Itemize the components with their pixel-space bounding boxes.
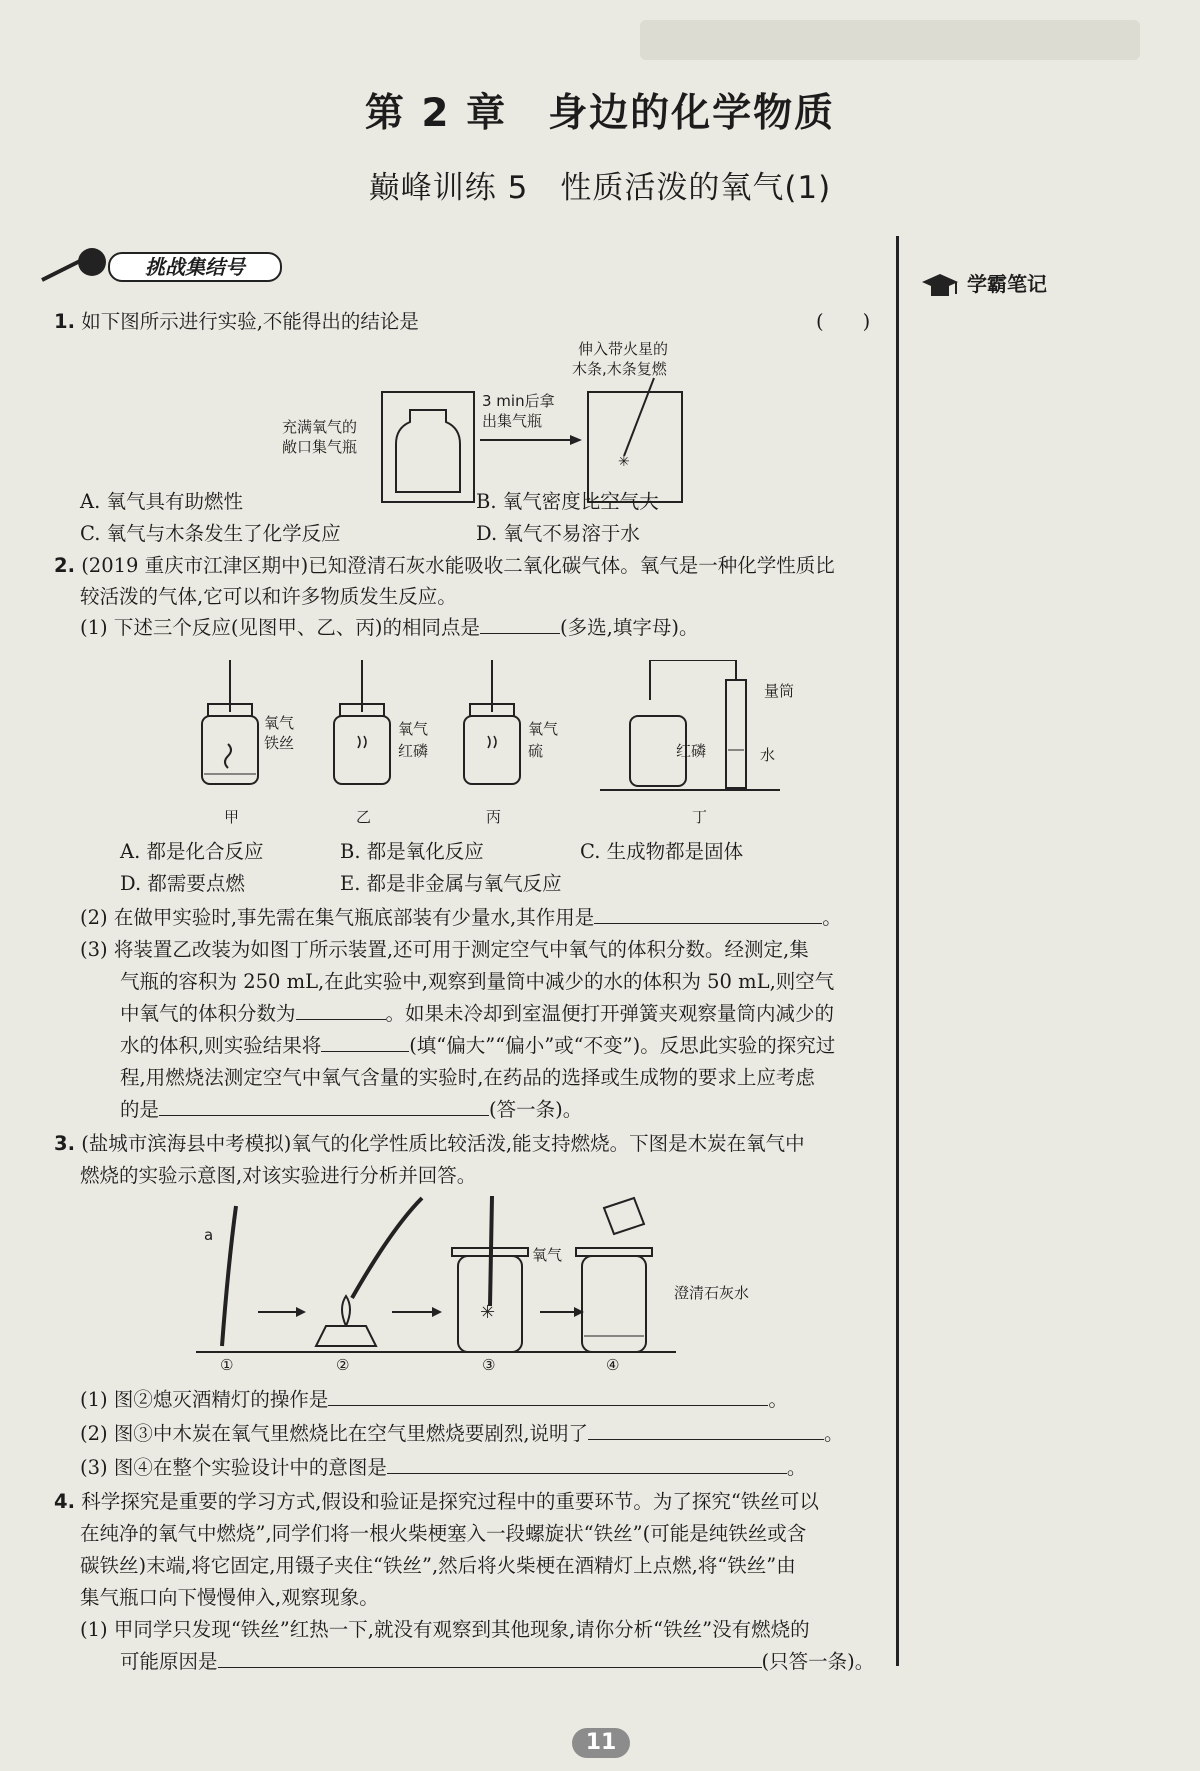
q2-fig-yi-name: 乙: [356, 808, 372, 826]
q4-text-1: 科学探究是重要的学习方式,假设和验证是探究过程中的重要环节。为了探究“铁丝可以: [81, 1490, 819, 1513]
badge-label: 挑战集结号: [108, 252, 282, 282]
q2-option-a: A. 都是化合反应: [120, 840, 264, 863]
q2-fig-jia-label-1: 氧气: [264, 714, 295, 732]
q2-sub3-text-3b: 。如果未冷却到室温便打开弹簧夹观察量筒内减少的: [385, 1002, 835, 1025]
q2-fig-ding: [600, 660, 794, 826]
q3-fig-step-1-label: ①: [220, 1356, 234, 1374]
pen-icon: [40, 246, 110, 284]
q4-line-2: 在纯净的氧气中燃烧”,同学们将一根火柴梗塞入一段螺旋状“铁丝”(可能是纯铁丝或含: [80, 1522, 807, 1545]
q2-fig-jia: [202, 660, 294, 826]
q3-sub2-blank[interactable]: [588, 1421, 824, 1440]
svg-text:✳: ✳: [480, 1302, 496, 1323]
q3-sub2: (2) 图③中木炭在氧气里燃烧比在空气里燃烧要剧烈,说明了 。: [80, 1422, 844, 1445]
q2-sub3-line-1: (3) 将装置乙改装为如图丁所示装置,还可用于测定空气中氧气的体积分数。经测定,集: [80, 938, 809, 961]
q2-line-1: [54, 550, 835, 578]
q2-sub1-text: (1) 下述三个反应(见图甲、乙、丙)的相同点是: [80, 616, 481, 639]
q3-sub2-text: (2) 图③中木炭在氧气里燃烧比在空气里燃烧要剧烈,说明了: [80, 1422, 589, 1445]
q3-fig-step-3-label: ③: [482, 1356, 496, 1374]
q2-sub3-line-5: 程,用燃烧法测定空气中氧气含量的实验时,在药品的选择或生成物的要求上应考虑: [120, 1066, 815, 1089]
q2-fig-bing-label-1: 氧气: [528, 720, 559, 738]
q2-sub2: (2) 在做甲实验时,事先需在集气瓶底部装有少量水,其作用是 。: [80, 906, 842, 929]
q2-sub3-line-6: [120, 1094, 582, 1122]
q2-fig-bing-name: 丙: [486, 808, 502, 826]
margin-divider: [896, 236, 899, 1666]
q1-option-c: C. 氧气与木条发生了化学反应: [80, 522, 341, 545]
q2-fig-ding-name: 丁: [692, 808, 708, 826]
q2-sub1-blank[interactable]: [480, 615, 560, 634]
q2-text-1: (2019 重庆市江津区期中)已知澄清石灰水能吸收二氧化碳气体。氧气是一种化学性质比: [81, 554, 835, 577]
q4-line-3: 碳铁丝)末端,将它固定,用镊子夹住“铁丝”,然后将火柴梗在酒精灯上点燃,将“铁丝”由: [80, 1554, 796, 1577]
q3-number: 3.: [54, 1132, 75, 1155]
q3-fig-step-4-label: ④: [606, 1356, 620, 1374]
q2-sub2-text: (2) 在做甲实验时,事先需在集气瓶底部装有少量水,其作用是: [80, 906, 595, 929]
q3-fig-label-a: a: [204, 1226, 214, 1244]
q3-sub1-blank[interactable]: [328, 1387, 768, 1406]
q2-sub3-blank-1[interactable]: [296, 1001, 386, 1020]
q1-fig-arrow-1: 3 min后拿: [482, 392, 555, 410]
q3-fig-step-1: [204, 1206, 236, 1374]
q2-line-2: 较活泼的气体,它可以和许多物质发生反应。: [80, 585, 457, 608]
q1-fig-label-right-1: 伸入带火星的: [578, 340, 669, 358]
q2-sub3-line-2: 气瓶的容积为 250 mL,在此实验中,观察到量筒中减少的水的体积为 50 mL,则空气: [120, 970, 835, 993]
q2-sub1-text-2: (多选,填字母)。: [560, 616, 699, 639]
q2-sub3-blank-3[interactable]: [159, 1097, 489, 1116]
challenge-badge: [40, 246, 290, 284]
q3-sub3: (3) 图④在整个实验设计中的意图是 。: [80, 1456, 807, 1479]
q2-fig-ding-label-2: 红磷: [676, 742, 707, 760]
q2-sub1: [80, 612, 698, 640]
q3-sub3-blank[interactable]: [387, 1455, 787, 1474]
q1-wood-splint: [624, 378, 654, 456]
q2-option-b: B. 都是氧化反应: [340, 840, 484, 863]
q1-fig-label-left-2: 敞口集气瓶: [282, 438, 358, 456]
q2-fig-ding-label-3: 水: [760, 746, 776, 764]
page-number: 11: [572, 1728, 630, 1758]
q3-line-1: [54, 1128, 805, 1156]
q1-text: 如下图所示进行实验,不能得出的结论是: [81, 310, 419, 333]
q3-figure: [196, 1186, 796, 1374]
q3-fig-step-4: [576, 1198, 749, 1374]
q1-answer-paren: ( ): [816, 310, 871, 333]
q1-fig-label-right-2: 木条,木条复燃: [572, 360, 667, 378]
q2-fig-yi: [334, 660, 428, 826]
q4-line-4: 集气瓶口向下慢慢伸入,观察现象。: [80, 1586, 379, 1609]
q4-sub1-text-2a: 可能原因是: [120, 1650, 218, 1673]
q3-fig-step-3: [452, 1196, 562, 1374]
q4-sub1-blank[interactable]: [218, 1649, 762, 1668]
graduation-cap-icon: [920, 272, 960, 300]
q3-fig-step-2: [316, 1198, 422, 1374]
q2-fig-bing: [464, 660, 558, 826]
q1-option-b: B. 氧气密度比空气大: [476, 490, 659, 513]
q3-line-2: 燃烧的实验示意图,对该实验进行分析并回答。: [80, 1164, 477, 1187]
q4-sub1-text-2b: (只答一条)。: [761, 1650, 875, 1673]
q2-fig-jia-name: 甲: [224, 808, 240, 826]
q2-fig-ding-label-1: 量筒: [764, 682, 795, 700]
q3-sub3-text: (3) 图④在整个实验设计中的意图是: [80, 1456, 387, 1479]
q3-fig-label-lime: 澄清石灰水: [674, 1284, 750, 1302]
q1-fig-arrow-2: 出集气瓶: [482, 412, 543, 430]
q3-text-1: (盐城市滨海县中考模拟)氧气的化学性质比较活泼,能支持燃烧。下图是木炭在氧气中: [81, 1132, 805, 1155]
q2-sub3-line-4: [120, 1030, 835, 1058]
q2-option-c: C. 生成物都是固体: [580, 840, 744, 863]
q1-option-a: A. 氧气具有助燃性: [80, 490, 243, 513]
q2-sub3-blank-2[interactable]: [321, 1033, 409, 1052]
q1-number: 1.: [54, 310, 75, 333]
q3-sub1-text: (1) 图②熄灭酒精灯的操作是: [80, 1388, 329, 1411]
q2-sub3-text-4b: (填“偏大”“偏小”或“不变”)。反思此实验的探究过: [409, 1034, 836, 1057]
q2-sub3-text-6b: (答一条)。: [489, 1098, 583, 1121]
q2-fig-bing-label-2: 硫: [528, 742, 544, 760]
q2-sub3-text-4a: 水的体积,则实验结果将: [120, 1034, 322, 1057]
q4-line-1: [54, 1486, 819, 1514]
notes-column-title: [920, 268, 1047, 300]
q2-fig-jia-label-2: 铁丝: [264, 734, 295, 752]
q1-fig-label-left-1: 充满氧气的: [282, 418, 358, 436]
q2-option-e: E. 都是非金属与氧气反应: [340, 872, 562, 895]
notes-label: 学霸笔记: [966, 272, 1047, 296]
q2-sub3-line-3: [120, 998, 834, 1026]
q4-sub1-line-2: [120, 1646, 874, 1674]
q4-number: 4.: [54, 1490, 75, 1513]
q1-stem: [54, 306, 419, 334]
q2-sub3-text-6a: 的是: [120, 1098, 160, 1121]
q2-option-d: D. 都需要点燃: [120, 872, 245, 895]
q3-fig-step-2-label: ②: [336, 1356, 350, 1374]
q3-sub1: (1) 图②熄灭酒精灯的操作是 。: [80, 1388, 788, 1411]
chapter-title: 第 2 章 身边的化学物质: [364, 91, 836, 136]
q2-sub3-text-3a: 中氧气的体积分数为: [120, 1002, 296, 1025]
q2-figure: [190, 660, 810, 830]
header-band: [640, 20, 1140, 60]
q2-number: 2.: [54, 554, 75, 577]
q1-jar: [396, 410, 460, 492]
q2-fig-yi-label-1: 氧气: [398, 720, 429, 738]
svg-text:✳: ✳: [618, 454, 630, 470]
q2-sub2-blank[interactable]: [594, 905, 822, 924]
q2-fig-yi-label-2: 红磷: [398, 742, 429, 760]
q1-option-d: D. 氧气不易溶于水: [476, 522, 640, 545]
q4-sub1-line-1: (1) 甲同学只发现“铁丝”红热一下,就没有观察到其他现象,请你分析“铁丝”没有燃烧的: [80, 1618, 810, 1641]
q3-fig-label-o2: 氧气: [532, 1246, 563, 1264]
section-title: 巅峰训练 5 性质活泼的氧气(1): [368, 170, 832, 206]
